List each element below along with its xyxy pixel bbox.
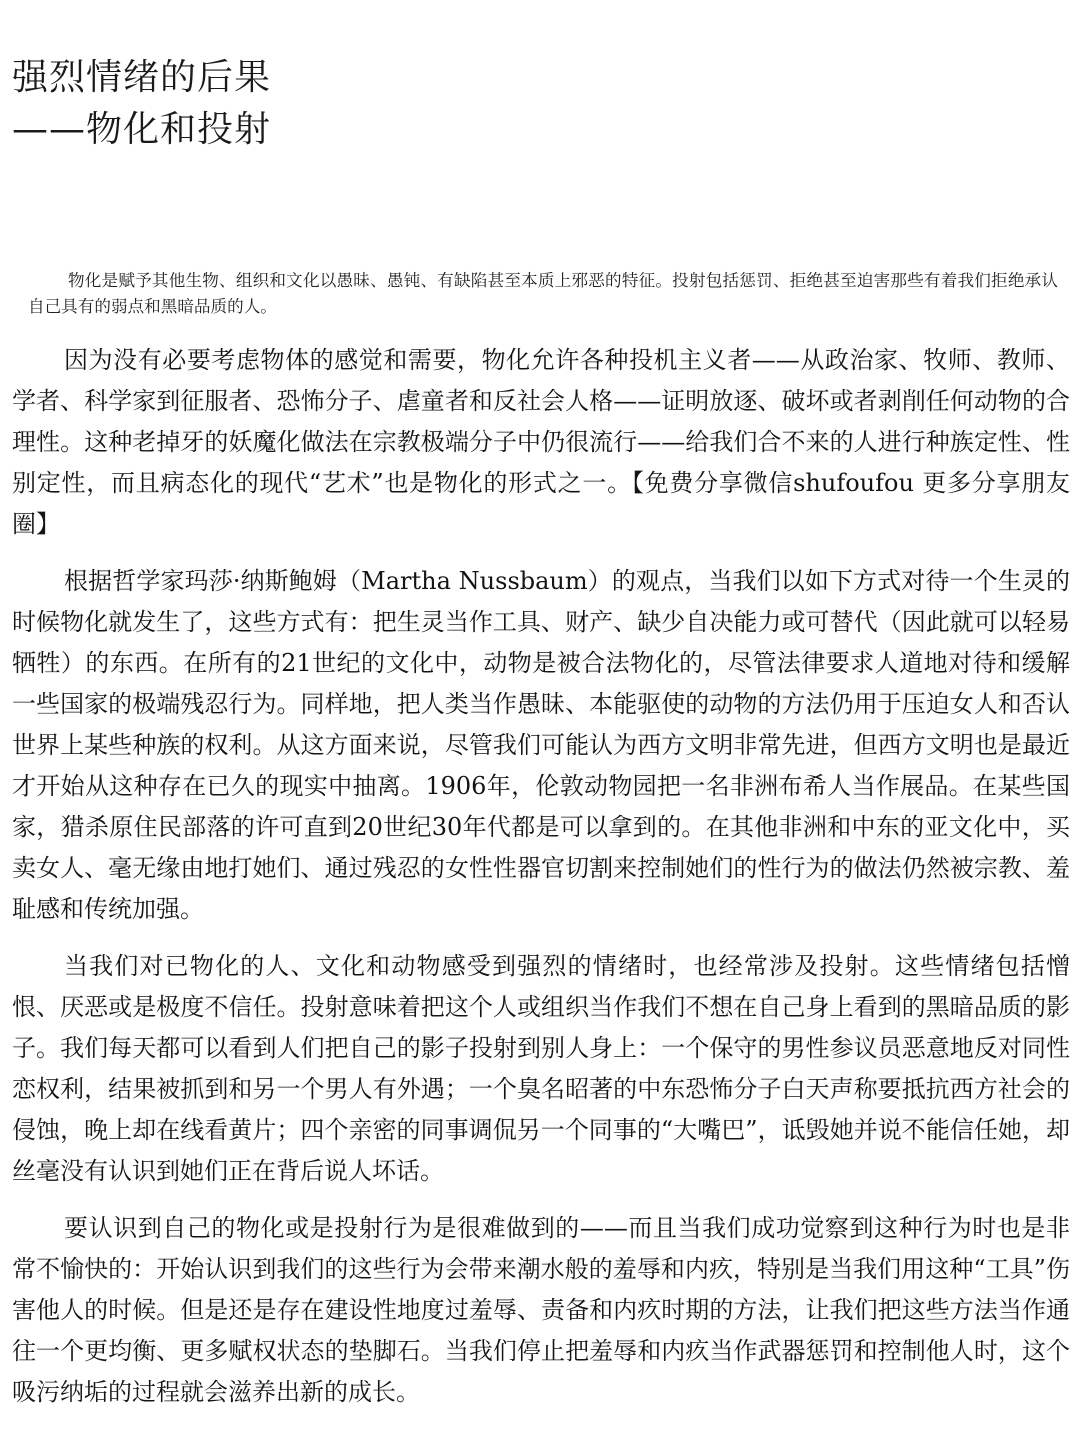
body-paragraph-1: 因为没有必要考虑物体的感觉和需要，物化允许各种投机主义者——从政治家、牧师、教师、学者、科学家到征服者、恐怖分子、虐童者和反社会人格——证明放逐、破坏或者剥削任何动物的合理性。这种老掉牙的妖魔化做法在宗教极端分子中仍很流行——给我们合不来的人进行种族定性、性别定性，而且病态化的现代“艺术”也是物化的形式之一。【免费分享微信shufoufou 更多分享朋友圈】: [12, 346, 1070, 538]
body-text: [12, 340, 1070, 1429]
chapter-title-line-1: 强烈情绪的后果: [12, 57, 272, 98]
body-paragraph-4: 要认识到自己的物化或是投射行为是很难做到的——而且当我们成功觉察到这种行为时也是非常不愉快的：开始认识到我们的这些行为会带来潮水般的羞辱和内疚，特别是当我们用这种“工具”伤害他人的时候。但是还是存在建设性地度过羞辱、责备和内疚时期的方法，让我们把这些方法当作通往一个更均衡、更多赋权状态的垫脚石。当我们停止把羞辱和内疚当作武器惩罚和控制他人时，这个吸污纳垢的过程就会滋养出新的成长。: [12, 1214, 1070, 1406]
body-paragraph-3: 当我们对已物化的人、文化和动物感受到强烈的情绪时，也经常涉及投射。这些情绪包括憎恨、厌恶或是极度不信任。投射意味着把这个人或组织当作我们不想在自己身上看到的黑暗品质的影子。我们每天都可以看到人们把自己的影子投射到别人身上：一个保守的男性参议员恶意地反对同性恋权利，结果被抓到和另一个男人有外遇；一个臭名昭著的中东恐怖分子白天声称要抵抗西方社会的侵蚀，晚上却在线看黄片；四个亲密的同事调侃另一个同事的“大嘴巴”，诋毁她并说不能信任她，却丝毫没有认识到她们正在背后说人坏话。: [12, 952, 1070, 1185]
chapter-title: [12, 52, 271, 156]
body-paragraph-2: 根据哲学家玛莎·纳斯鲍姆（Martha Nussbaum）的观点，当我们以如下方式对待一个生灵的时候物化就发生了，这些方式有：把生灵当作工具、财产、缺少自决能力或可替代（因此就可以轻易牺牲）的东西。在所有的21世纪的文化中，动物是被合法物化的，尽管法律要求人道地对待和缓解一些国家的极端残忍行为。同样地，把人类当作愚昧、本能驱使的动物的方法仍用于压迫女人和否认世界上某些种族的权利。从这方面来说，尽管我们可能认为西方文明非常先进，但西方文明也是最近才开始从这种存在已久的现实中抽离。1906年，伦敦动物园把一名非洲布希人当作展品。在某些国家，猎杀原住民部落的许可直到20世纪30年代都是可以拿到的。在其他非洲和中东的亚文化中，买卖女人、毫无缘由地打她们、通过残忍的女性性器官切割来控制她们的性行为的做法仍然被宗教、羞耻感和传统加强。: [12, 567, 1070, 923]
chapter-title-line-2: ——物化和投射: [12, 109, 272, 150]
abstract-text: 物化是赋予其他生物、组织和文化以愚昧、愚钝、有缺陷甚至本质上邪恶的特征。投射包括惩罚、拒绝甚至迫害那些有着我们拒绝承认自己具有的弱点和黑暗品质的人。: [28, 271, 1058, 316]
